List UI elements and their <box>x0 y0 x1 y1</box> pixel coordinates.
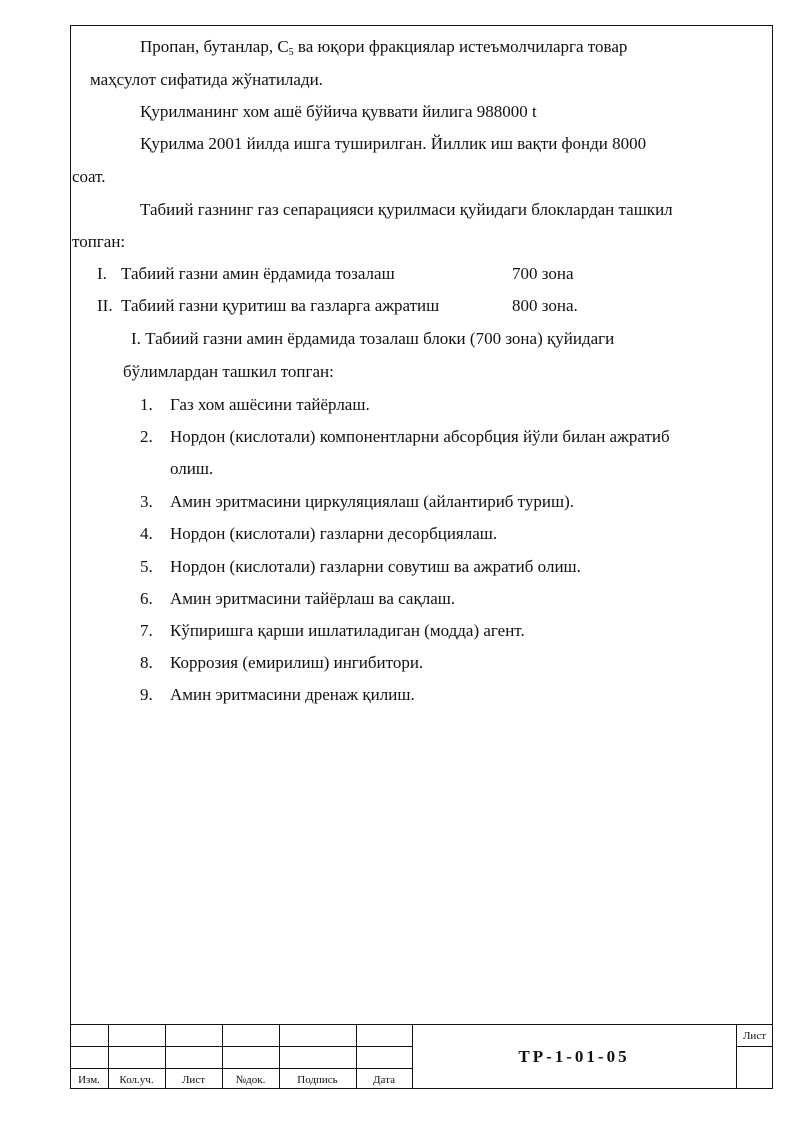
section-item-text: Амин эритмасини тайёрлаш ва сақлаш. <box>170 589 456 608</box>
section-item-number: 7. <box>140 621 153 640</box>
section-item-number: 1. <box>140 395 153 414</box>
block-item-1-label: Табиий газни амин ёрдамида тозалаш <box>121 264 395 283</box>
sheet-cell-line <box>736 1046 773 1047</box>
section-item-number: 5. <box>140 557 153 576</box>
paragraph-4-line-1: Табиий газнинг газ сепарацияси қурилмаси қуйидаги блоклардан ташкил <box>140 200 673 219</box>
section-item-text: Нордон (кислотали) газларни десорбциялаш. <box>170 524 498 543</box>
section-item-number: 2. <box>140 427 153 446</box>
section-item-number: 6. <box>140 589 153 608</box>
paragraph-1-line-1: Пропан, бутанлар, $С_5$ ва юқори фракциялар истеъмолчиларга товар <box>140 37 628 58</box>
section-item-text: Амин эритмасини дренаж қилиш. <box>170 685 415 704</box>
block-item-2-number: II. <box>97 296 113 315</box>
section-item-text: Газ хом ашёсини тайёрлаш. <box>170 395 370 414</box>
col-label-list: Лист <box>181 1074 206 1086</box>
section-item-text: Нордон (кислотали) газларни совутиш ва ажратиб олиш. <box>170 557 581 576</box>
col-label-kol-uch: Кол.уч. <box>119 1074 154 1086</box>
block-item-2-zone: 800 зона. <box>512 296 578 315</box>
col-label-izm: Изм. <box>78 1074 100 1086</box>
section-intro-line-2: бўлимлардан ташкил топган: <box>123 362 334 381</box>
paragraph-3-line-2: соат. <box>72 167 106 186</box>
block-item-1-zone: 700 зона <box>512 264 574 283</box>
sheet-label: Лист <box>742 1030 767 1042</box>
section-item-number: 9. <box>140 685 153 704</box>
section-item-number: 3. <box>140 492 153 511</box>
title-block-row-line <box>70 1068 412 1069</box>
section-intro-line-1: I. Табиий газни амин ёрдамида тозалаш блоки (700 зона) қуйидаги <box>131 329 615 348</box>
section-item-number: 8. <box>140 653 153 672</box>
col-label-doc: №док. <box>235 1074 266 1086</box>
section-item-text: Коррозия (емирилиш) ингибитори. <box>170 653 424 672</box>
section-item-text: Амин эритмасини циркуляциялаш (айлантириб туриш). <box>170 492 574 511</box>
col-label-date: Дата <box>373 1074 395 1086</box>
title-block-divider <box>412 1024 413 1089</box>
block-item-2-label: Табиий газни қуритиш ва газларга ажратиш <box>121 296 440 315</box>
col-label-signature: Подпись <box>297 1074 338 1086</box>
section-item-text: Нордон (кислотали) компонентларни абсорбция йўли билан ажратиб <box>170 427 670 446</box>
section-item-text: Кўпиришга қарши ишлатиладиган (модда) агент. <box>170 621 525 640</box>
section-item-number: 4. <box>140 524 153 543</box>
paragraph-4-line-2: топган: <box>72 232 126 251</box>
document-code: ТР-1-01-05 <box>518 1047 630 1066</box>
title-block-row-line <box>70 1046 412 1047</box>
paragraph-3-line-1: Қурилма 2001 йилда ишга туширилган. Йиллик иш вақти фонди 8000 <box>140 134 647 153</box>
paragraph-1-line-2: маҳсулот сифатида жўнатилади. <box>90 70 323 89</box>
paragraph-2: Қурилманинг хом ашё бўйича қуввати йилига 988000 t <box>140 102 537 121</box>
block-item-1-number: I. <box>97 264 107 283</box>
section-item-text-continued: олиш. <box>170 459 214 478</box>
